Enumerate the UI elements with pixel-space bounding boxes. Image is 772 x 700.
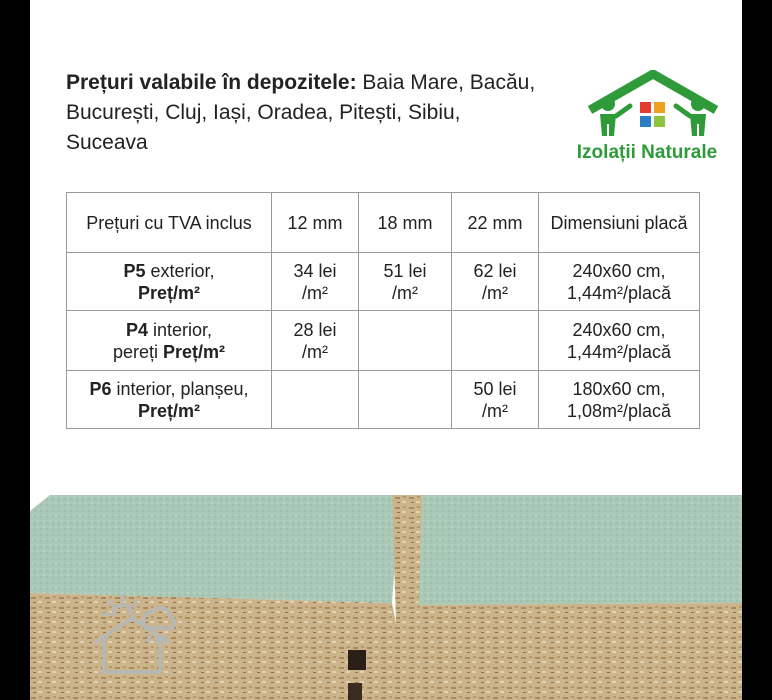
price-value: 34 lei xyxy=(293,260,337,281)
product-code: P6 xyxy=(89,378,112,399)
dimensions-area: 1,44m²/placă xyxy=(566,282,672,303)
header-price-label: Prețuri cu TVA inclus xyxy=(67,193,272,253)
header-22mm: 22 mm xyxy=(452,193,539,253)
product-desc: interior, planșeu, xyxy=(111,378,249,399)
price-unit: Preț/m² xyxy=(137,282,200,303)
dimensions-cell xyxy=(539,311,700,371)
dimensions-area: 1,44m²/placă xyxy=(566,341,672,362)
product-cell xyxy=(67,371,272,429)
price-22mm-cell xyxy=(452,311,539,371)
price-unit-m2: /m² xyxy=(392,282,418,303)
product-cell xyxy=(67,253,272,311)
price-12mm-cell xyxy=(272,371,359,429)
header-12mm: 12 mm xyxy=(272,193,359,253)
heading-bold: Prețuri valabile în depozitele: xyxy=(66,71,357,94)
table-row xyxy=(67,371,700,429)
price-18mm-cell xyxy=(359,371,452,429)
table-row xyxy=(67,253,700,311)
price-12mm-cell xyxy=(272,253,359,311)
price-unit-m2: /m² xyxy=(482,282,508,303)
price-18mm-cell xyxy=(359,311,452,371)
price-22mm-cell xyxy=(452,253,539,311)
price-unit-m2: /m² xyxy=(302,282,328,303)
dimensions-size: 240x60 cm, xyxy=(572,260,666,281)
table-row xyxy=(67,311,700,371)
price-12mm-cell xyxy=(272,311,359,371)
price-unit-m2: /m² xyxy=(302,341,328,362)
price-sheet xyxy=(30,0,742,700)
price-value: 62 lei xyxy=(473,260,517,281)
dimensions-size: 240x60 cm, xyxy=(572,319,666,340)
dimensions-area: 1,08m²/placă xyxy=(566,400,672,421)
header-18mm: 18 mm xyxy=(359,193,452,253)
dimensions-cell xyxy=(539,253,700,311)
product-desc-2: pereți xyxy=(112,341,163,362)
weather-house-icon xyxy=(84,592,184,678)
price-unit: Preț/m² xyxy=(163,341,226,362)
product-desc: exterior, xyxy=(145,260,215,281)
price-22mm-cell xyxy=(452,371,539,429)
price-value: 51 lei xyxy=(383,260,427,281)
table-header-row xyxy=(67,193,700,253)
price-table xyxy=(66,192,700,429)
dimensions-cell xyxy=(539,371,700,429)
logo-text: Izolații Naturale xyxy=(576,142,718,163)
price-unit: Preț/m² xyxy=(137,400,200,421)
product-desc: interior, xyxy=(148,319,213,340)
price-value: 28 lei xyxy=(293,319,337,340)
heading-cities: Baia Mare, Bacău, București, Cluj, Iași, Oradea, Pitești, Sibiu, Suceava xyxy=(66,71,536,154)
header-dimensions: Dimensiuni placă xyxy=(539,193,700,253)
dimensions-size: 180x60 cm, xyxy=(572,378,666,399)
warehouse-heading xyxy=(66,68,546,158)
price-value: 50 lei xyxy=(473,378,517,399)
price-unit-m2: /m² xyxy=(482,400,508,421)
price-18mm-cell xyxy=(359,253,452,311)
product-cell xyxy=(67,311,272,371)
product-code: P5 xyxy=(123,260,146,281)
product-code: P4 xyxy=(125,319,148,340)
